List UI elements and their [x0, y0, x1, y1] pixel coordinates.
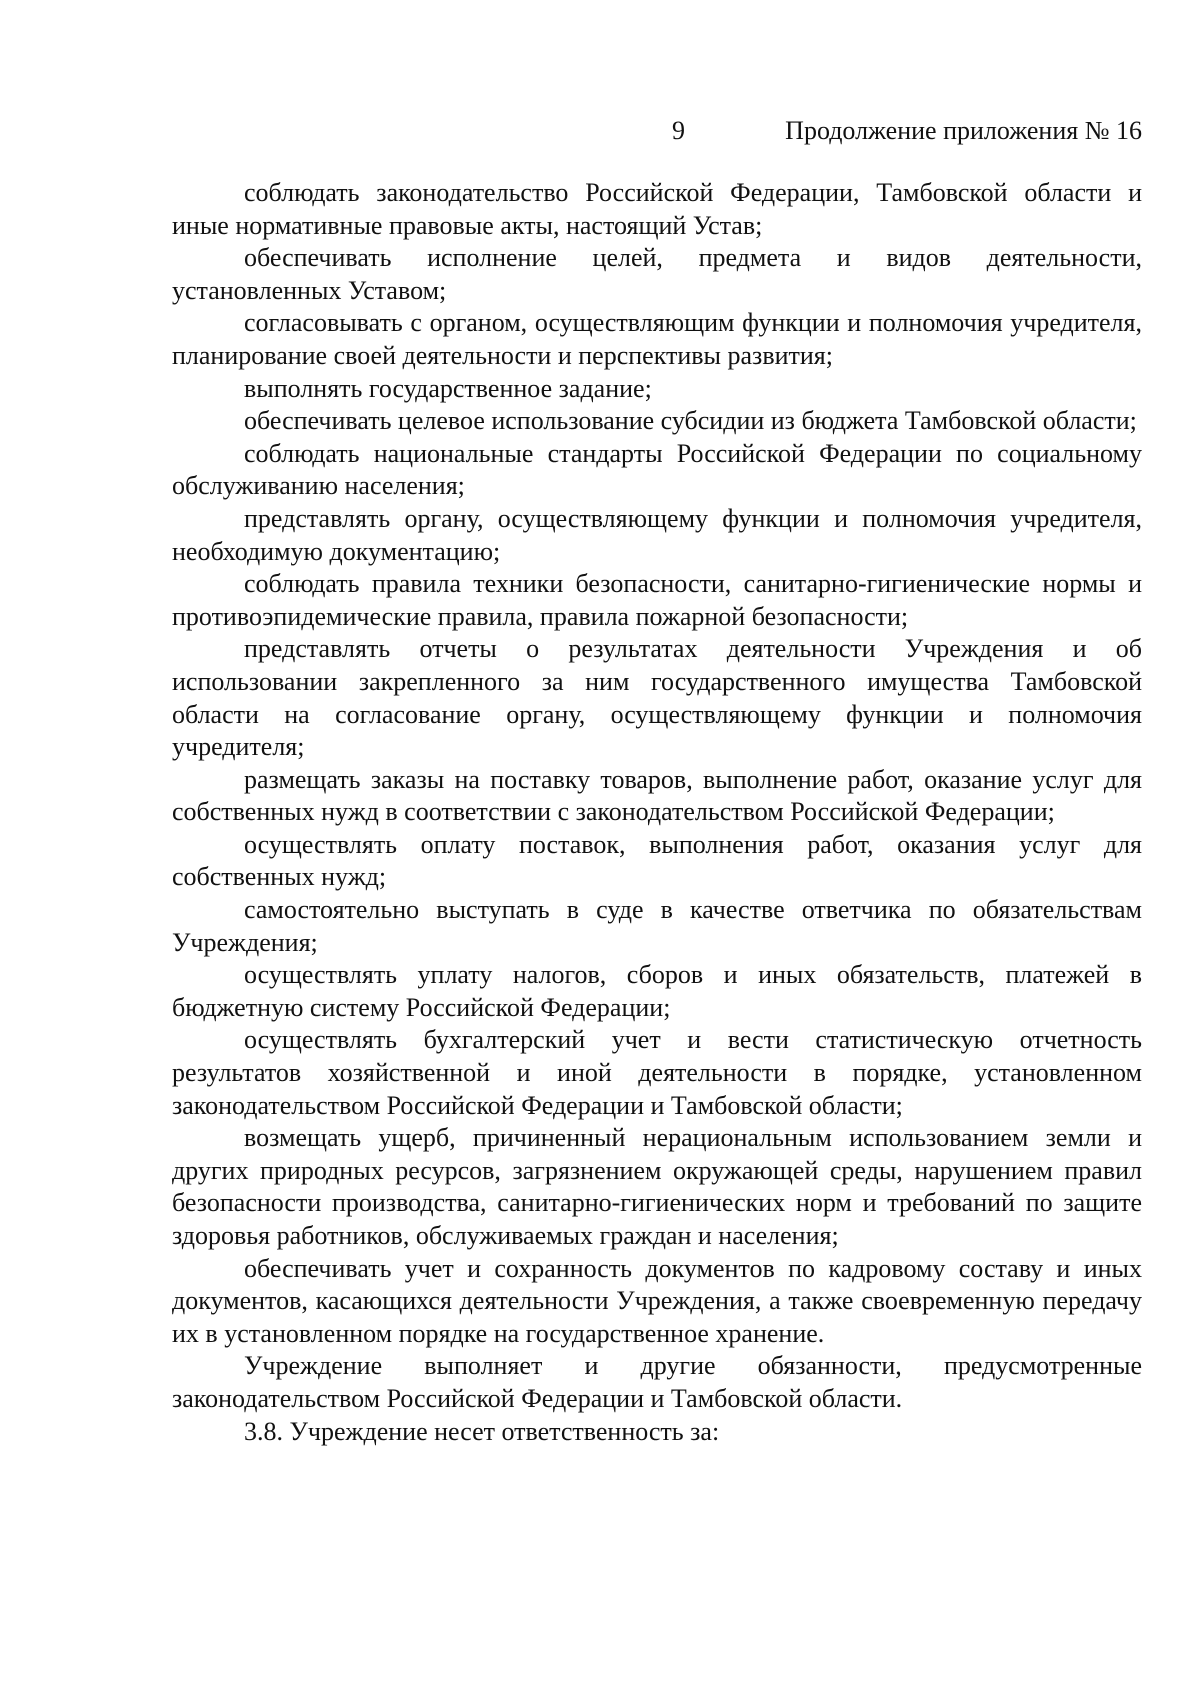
paragraph: осуществлять бухгалтерский учет и вести статистическую отчетность результатов хозяйственной и иной деятельности в порядке, установленном законодательством Российской Федерации и Тамбовской области; — [172, 1025, 1142, 1120]
paragraph: соблюдать законодательство Российской Федерации, Тамбовской области и иные нормативные правовые акты, настоящий Устав; — [172, 178, 1142, 240]
paragraph: представлять органу, осуществляющему функции и полномочия учредителя, необходимую документацию; — [172, 503, 1142, 566]
paragraph: размещать заказы на поставку товаров, выполнение работ, оказание услуг для собственных нужд в соответствии с законодательством Российской Федерации; — [172, 764, 1142, 827]
paragraph: осуществлять оплату поставок, выполнения работ, оказания услуг для собственных нужд; — [172, 829, 1142, 892]
paragraph: выполнять государственное задание; — [244, 373, 652, 403]
appendix-label: Продолжение приложения № 16 — [785, 116, 1142, 145]
paragraph: соблюдать правила техники безопасности, санитарно-гигиенические нормы и противоэпидемические правила, правила пожарной безопасности; — [172, 569, 1142, 631]
paragraph: обеспечивать целевое использование субсидии из бюджета Тамбовской области; — [244, 406, 1137, 436]
document-body — [172, 177, 1142, 1448]
paragraph: осуществлять уплату налогов, сборов и иных обязательств, платежей в бюджетную систему Российской Федерации; — [172, 960, 1142, 1022]
paragraph: возмещать ущерб, причиненный нерациональным использованием земли и других природных ресурсов, загрязнением окружающей среды, нарушением правил безопасности производства, санитарно-гигиенических норм и требований по защите здоровья работников, обслуживаемых граждан и населения; — [172, 1123, 1142, 1250]
page-number: 9 — [672, 116, 685, 145]
page-header — [172, 113, 1142, 149]
paragraph: обеспечивать учет и сохранность документов по кадровому составу и иных документов, касающихся деятельности Учреждения, а также своевременную передачу их в установленном порядке на государственное хранение. — [172, 1253, 1142, 1348]
paragraph: согласовывать с органом, осуществляющим функции и полномочия учредителя, планирование своей деятельности и перспективы развития; — [172, 308, 1142, 370]
section-heading-3-8: 3.8. Учреждение несет ответственность за: — [244, 1416, 720, 1446]
paragraph: обеспечивать исполнение целей, предмета и видов деятельности, установленных Уставом; — [172, 243, 1142, 305]
paragraph: Учреждение выполняет и другие обязанности, предусмотренные законодательством Российской Федерации и Тамбовской области. — [172, 1351, 1142, 1413]
paragraph: самостоятельно выступать в суде в качестве ответчика по обязательствам Учреждения; — [172, 895, 1142, 957]
paragraph: представлять отчеты о результатах деятельности Учреждения и об использовании закрепленного за ним государственного имущества Тамбовской области на согласование органу, осуществляющему функции и полномочия учредителя; — [172, 634, 1142, 762]
paragraph: соблюдать национальные стандарты Российской Федерации по социальному обслуживанию населения; — [172, 438, 1142, 501]
